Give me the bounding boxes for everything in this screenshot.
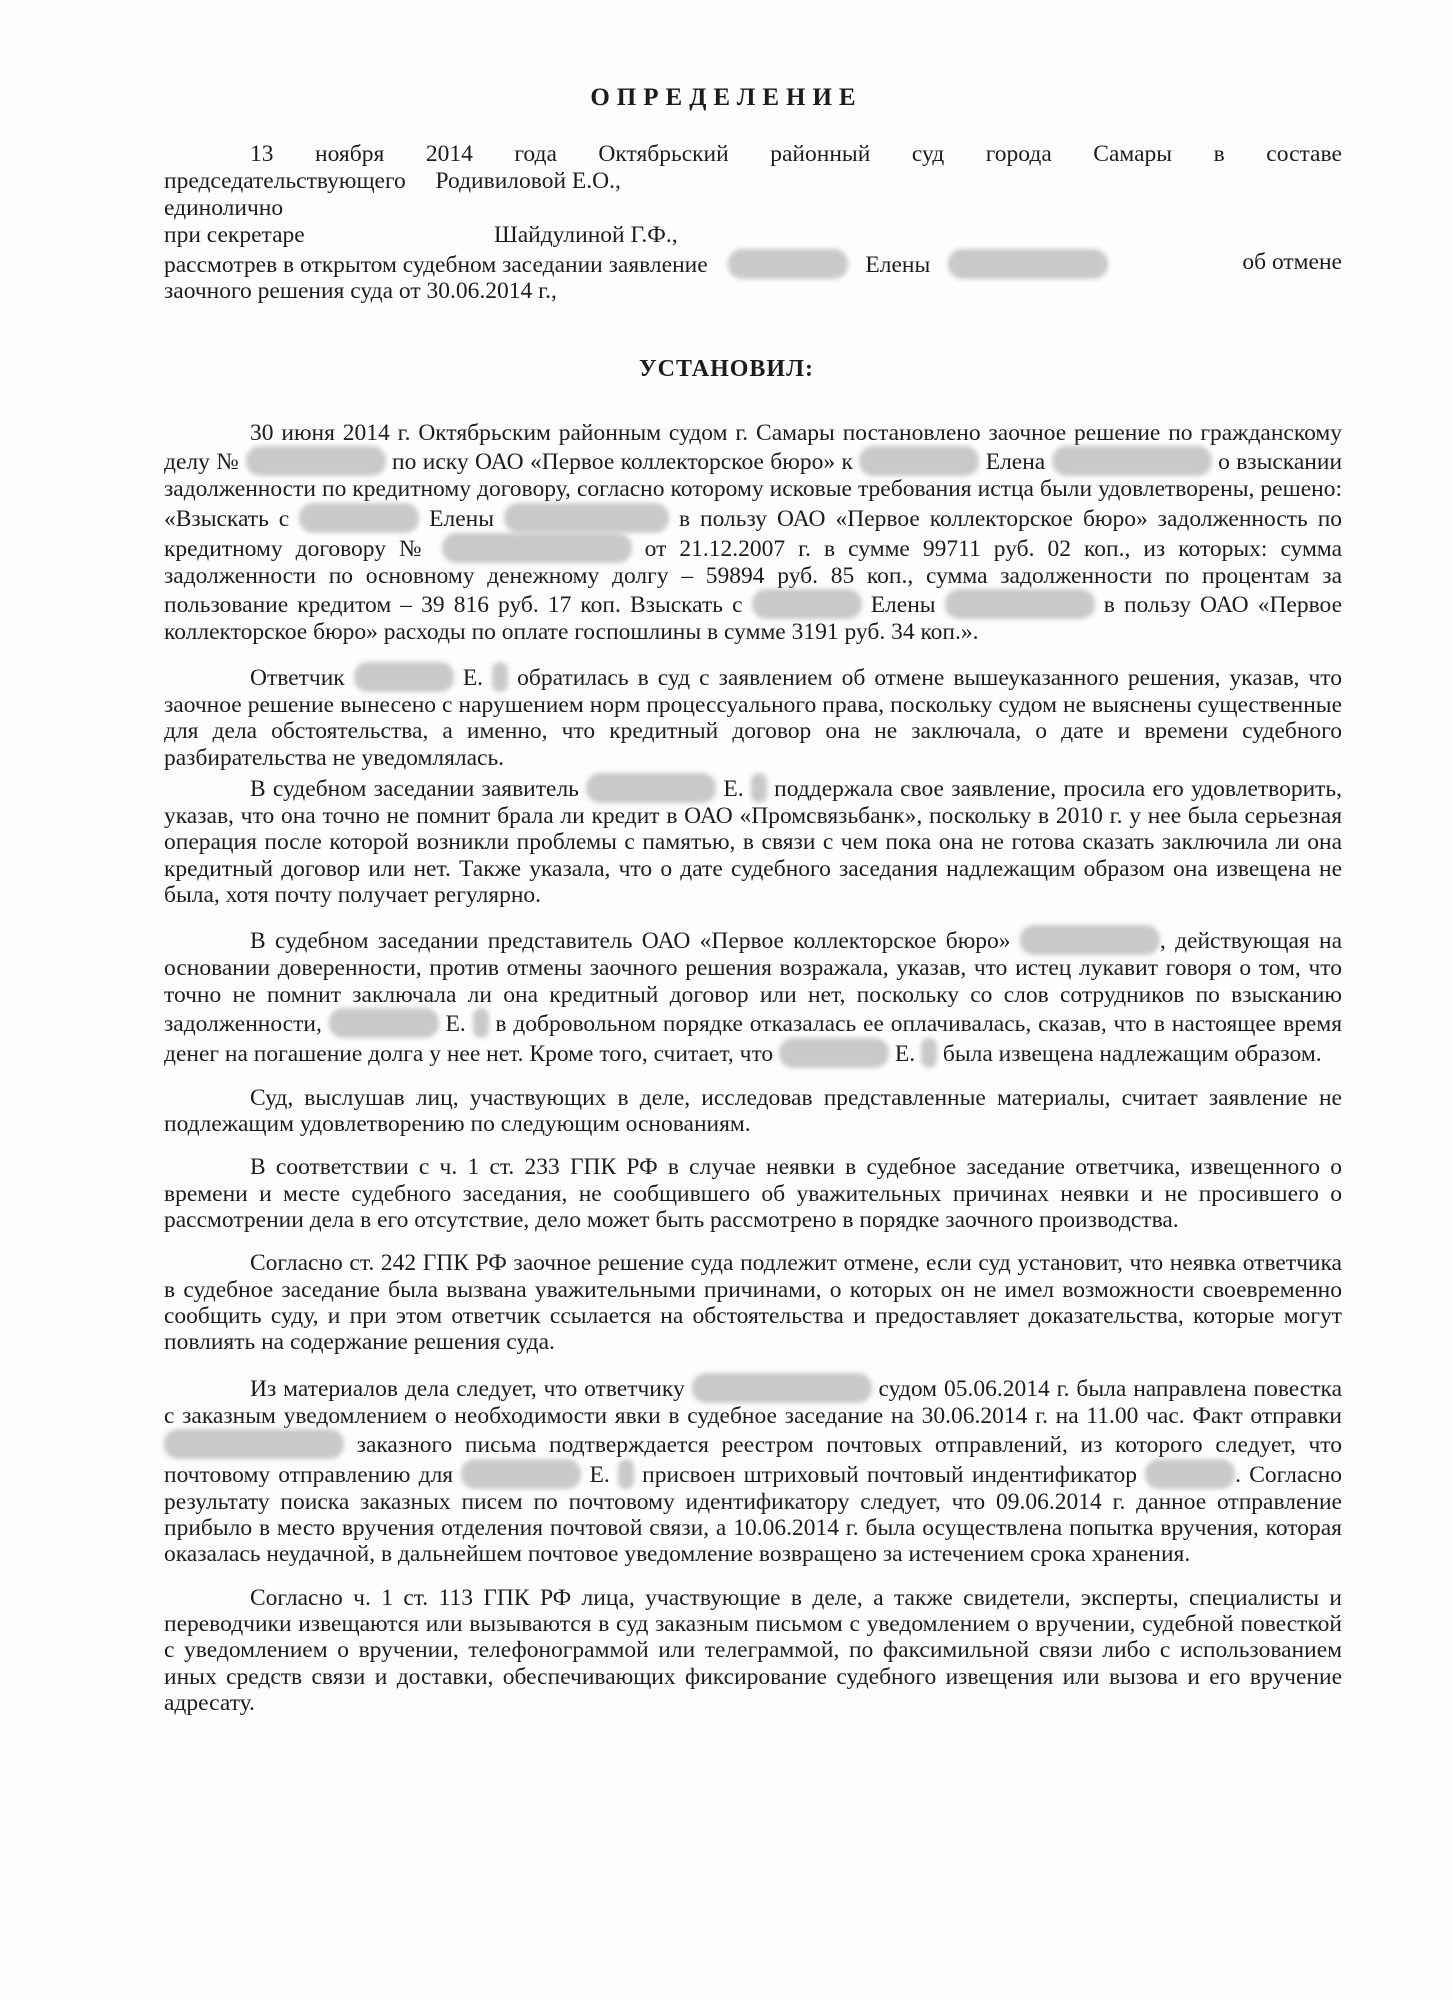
redacted-block [586, 773, 716, 803]
p8-text-b: судом 05.06.2014 г. была направлена повестка с заказным уведомлением о необходимости явки в судебное заседание на 30.06.2014 г. на 11.00 час. Факт отправки [164, 1375, 1342, 1429]
established-heading: УСТАНОВИЛ: [639, 356, 814, 382]
p3-initial: Е. [723, 776, 744, 803]
header-row-sole [164, 195, 1342, 222]
header-row-judge [164, 168, 1342, 195]
redacted-block [329, 1008, 439, 1038]
p4-text-b: , действующая на основании доверенности, против отмены заочного решения возражала, указав, что истец лукавит говоря о том, что точно не помнит заключала ли она кредитный договор или нет, поскольку со слов сотрудников по взысканию задолженности, [164, 928, 1343, 1037]
redacted-block [752, 589, 862, 619]
header-word: города [985, 141, 1052, 167]
header-word: года [514, 141, 557, 167]
redacted-block [354, 662, 454, 692]
redacted-block [504, 503, 669, 533]
document-title: ОПРЕДЕЛЕНИЕ [590, 84, 863, 111]
paragraph-7: Согласно ст. 242 ГПК РФ заочное решение суда подлежит отмене, если суд установит, что неявка ответчика в судебное заседание была вызвана уважительными причинами, о которых он не имел возможности своевременно сообщить суду, и при этом ответчик ссылается на обстоятельства и предоставляет доказательства, которые могут повлиять на содержание решения суда. [164, 1250, 1342, 1356]
p1-text-f: в пользу ОАО «Первое коллекторское бюро» задолженность по кредитному договору № [164, 505, 1343, 562]
p1-text-a: 30 июня 2014 г. Октябрьским районным судом г. Самары постановлено заочное решение по гражданскому делу № [164, 420, 1342, 476]
p1-text-h: Елены [870, 591, 936, 618]
secretary-label: при секретаре [164, 222, 305, 248]
paragraph-9: Согласно ч. 1 ст. 113 ГПК РФ лица, участвующие в деле, а также свидетели, эксперты, специалисты и переводчики извещаются или вызываются в суд заказным письмом с уведомлением о вручении, судебной повесткой с уведомлением о вручении, телефонограммой или телеграммой, по факсимильной связи либо с использованием иных средств связи и доставки, обеспечивающих фиксирование судебного извещения или вызова и его вручение адресату. [164, 1584, 1342, 1716]
p8-text-f: . Согласно результату поиска заказных писем по почтовому идентификатору следует, что 09.06.2014 г. данное отправление прибыло в место вручения отделения почтовой связи, а 10.06.2014 г. была осуществлена попытка вручения, которая оказалась неудачной, в дальнейшем почтовое уведомление возвращено за истечением срока хранения. [164, 1461, 1343, 1568]
p4-text-d: в добровольном порядке отказалась ее оплачивалась, сказав, что в настоящее время денег на погашение долга у нее нет. Кроме того, считает, что [164, 1010, 1343, 1067]
redacted-block [1145, 1459, 1235, 1489]
redacted-block [164, 1429, 344, 1459]
redacted-block [299, 503, 419, 533]
header-row-court [164, 141, 1342, 168]
p4-text-a: В судебном заседании представитель ОАО «Первое коллекторское бюро» [250, 928, 1011, 955]
header-row-secretary [164, 222, 1342, 249]
document-body [164, 420, 1342, 1716]
redacted-block [246, 446, 386, 476]
header-word: Октябрьский [598, 141, 729, 167]
header-row-considered [164, 249, 1342, 278]
redacted-block [461, 1459, 581, 1489]
header-row-decision [164, 278, 1342, 305]
judge-name: Родивиловой Е.О., [435, 168, 621, 194]
paragraph-6: В соответствии с ч. 1 ст. 233 ГПК РФ в случае неявки в судебное заседание ответчика, извещенного о времени и месте судебного заседания, не сообщившего об уважительных причинах неявки и не просившего о рассмотрении дела в его отсутствие, дело может быть рассмотрено в порядке заочного производства. [164, 1154, 1342, 1234]
p1-text-g: от 21.12.2007 г. в сумме 99711 руб. 02 коп., из которых: сумма задолженности по основному денежному долгу – 59894 руб. 85 коп., сумма задолженности по процентам за пользование кредитом – 39 816 руб. 17 коп. Взыскать с [164, 535, 1343, 618]
p8-initial: Е. [589, 1461, 610, 1488]
redacted-block [473, 1008, 489, 1038]
paragraph-3 [164, 773, 1342, 908]
header-word: 2014 [425, 141, 473, 167]
header-word: суд [911, 141, 945, 167]
header-word: районный [770, 141, 871, 167]
paragraph-8 [164, 1373, 1342, 1568]
paragraph-4 [164, 925, 1342, 1068]
p1-text-d: о взыскании задолженности по кредитному договору, согласно которому исковые требования истца были удовлетворены, решено: «Взыскать с [164, 449, 1343, 532]
header-block [164, 141, 1342, 305]
p8-text-e: присвоен штриховый почтовый индентификатор [642, 1461, 1137, 1488]
p4-initial-2: Е. [894, 1040, 916, 1067]
paragraph-5: Суд, выслушав лиц, участвующих в деле, исследовав представленные материалы, считает заявление не подлежащим удовлетворению по следующим основаниям. [164, 1084, 1342, 1138]
redacted-block [921, 1038, 937, 1068]
redacted-block [779, 1038, 889, 1068]
header-word: составе [1266, 141, 1342, 167]
p2-text-a: Ответчик [250, 665, 345, 692]
applicant-first-name: Елены [865, 252, 931, 278]
considered-tail: об отмене [1242, 249, 1342, 275]
p4-initial-1: Е. [445, 1010, 466, 1037]
p2-text-c: обратилась в суд с заявлением об отмене вышеуказанного решения, указав, что заочное решение вынесено с нарушением норм процессуального права, поскольку судом не выяснены существенные для дела обстоятельства, а именно, что кредитный договор она не заключала, о дате и времени судебного разбирательства не уведомлялась. [164, 665, 1343, 771]
paragraph-2 [164, 662, 1342, 771]
redacted-block [618, 1459, 634, 1489]
p1-text-i: в пользу ОАО «Первое коллекторское бюро» расходы по оплате госпошлины в сумме 3191 руб. 34 коп.». [164, 591, 1343, 645]
sole-label: единолично [164, 195, 284, 221]
header-word: Самары [1093, 141, 1173, 167]
redacted-block [1052, 446, 1212, 476]
p4-text-f: была извещена надлежащим образом. [942, 1040, 1322, 1067]
redacted-block [492, 662, 508, 692]
p8-text-a: Из материалов дела следует, что ответчику [250, 1375, 685, 1402]
p3-text-c: поддержала свое заявление, просила его удовлетворить, указав, что она точно не помнит брала ли кредит в ОАО «Промсвязьбанк», поскольку в 2010 г. у нее была серьезная операция после которой возникли проблемы с памятью, в связи с чем пока она не готова сказать заключила ли она кредитный договор или нет. Также указала, что о дате судебного заседания надлежащим образом она извещена не была, хотя почту получает регулярно. [164, 776, 1343, 908]
redacted-block [1020, 925, 1160, 955]
header-word: 13 [250, 141, 274, 167]
p1-text-c: Елена [985, 449, 1046, 476]
p1-text-b: по иску ОАО «Первое коллекторское бюро» к [392, 449, 853, 476]
considered-text: рассмотрев в открытом судебном заседании заявление [164, 252, 708, 278]
p8-text-c: заказного письма подтверждается реестром почтовых отправлений, из которого следует, что почтовому отправлению для [164, 1431, 1342, 1488]
redacted-block [948, 249, 1108, 279]
judge-label: председательствующего [164, 168, 406, 194]
decision-date-text: заочного решения суда от 30.06.2014 г., [164, 278, 557, 304]
paragraph-1 [164, 420, 1342, 645]
redacted-block [692, 1373, 872, 1403]
header-word: в [1213, 141, 1225, 167]
p3-text-a: В судебном заседании заявитель [250, 776, 579, 803]
header-word: ноября [315, 141, 385, 167]
p1-text-e: Елены [429, 505, 495, 532]
redacted-block [442, 533, 632, 563]
secretary-name: Шайдулиной Г.Ф., [494, 222, 678, 248]
redacted-block [728, 249, 848, 279]
redacted-block [751, 773, 767, 803]
redacted-block [859, 446, 979, 476]
p2-initial: Е. [462, 665, 484, 692]
redacted-block [945, 589, 1095, 619]
